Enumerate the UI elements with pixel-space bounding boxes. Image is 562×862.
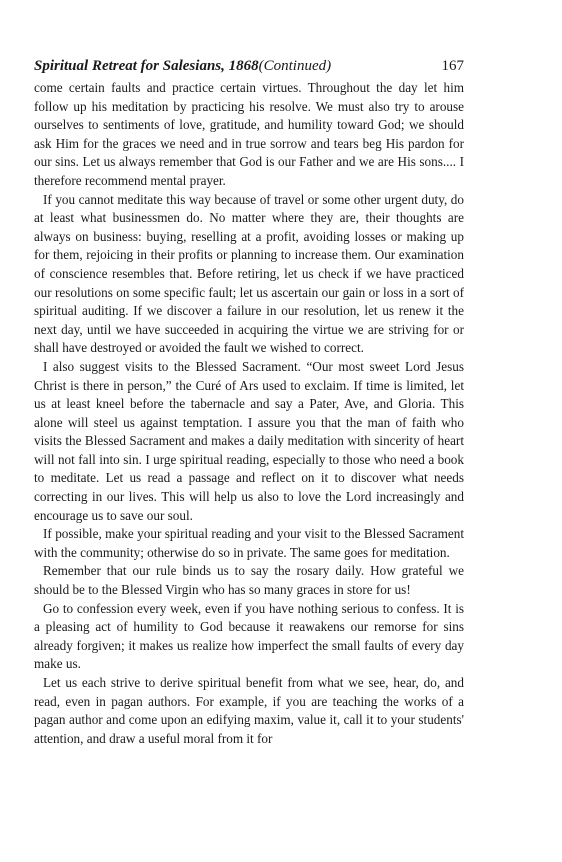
- running-title-text: Spiritual Retreat for Salesians, 1868: [34, 58, 259, 74]
- paragraph: come certain faults and practice certain virtues. Throughout the day let him follow up his meditation by practicing his resolve. We must also try to arouse ourselves to sentiments of love, gratitude, and humility toward God; we should ask Him for the graces we need and in true sorrow and tears beg His pardon for our sins. Let us always remember that God is our Father and we are His sons.... I therefore recommend mental prayer.: [34, 80, 464, 188]
- body-text: [34, 79, 464, 748]
- running-title: [34, 57, 331, 75]
- page-number: 167: [441, 58, 464, 74]
- paragraph: If you cannot meditate this way because of travel or some other urgent duty, do at least what businessmen do. No matter where they are, their thoughts are always on business: buying, reselling at a profit, avoiding losses or making up for them, rejoicing in their profits or planning to increase them. Our examination of conscience resembles that. Before retiring, let us check if we have practiced our resolutions on some specific fault; let us ascertain our gain or loss in a sort of spiritual auditing. If we discover a failure in our resolution, let us renew it the next day, until we have succeeded in acquiring the virtue we are striving for or shall have destroyed or avoided the fault we wished to correct.: [34, 191, 464, 356]
- paragraph: Go to confession every week, even if you have nothing serious to confess. It is a pleasing act of humility to God because it reawakens our remorse for sins already forgiven; it makes us realize how imperfect the small faults of every day make us.: [34, 600, 464, 672]
- paragraph: I also suggest visits to the Blessed Sacrament. “Our most sweet Lord Jesus Christ is there in person,” the Curé of Ars used to exclaim. If time is limited, let us at least kneel before the tabernacle and say a Pater, Ave, and Gloria. This alone will steel us against temptation. I assure you that the man of faith who visits the Blessed Sacrament and makes a daily meditation with sincerity of heart will not fall into sin. I urge spiritual reading, especially to those who need a book to meditate. Let us read a passage and reflect on it to discover what needs correcting in our lives. This will help us also to love the Lord increasingly and encourage us to save our soul.: [34, 358, 464, 523]
- paragraph: If possible, make your spiritual reading and your visit to the Blessed Sacrament with the community; otherwise do so in private. The same goes for meditation.: [34, 526, 464, 560]
- running-header: [34, 57, 464, 75]
- paragraph: Remember that our rule binds us to say the rosary daily. How grateful we should be to the Blessed Virgin who has so many graces in store for us!: [34, 563, 464, 598]
- paragraph: Let us each strive to derive spiritual benefit from what we see, hear, do, and read, even in pagan authors. For example, if you are teaching the works of a pagan author and come upon an edifying maxim, value it, call it to your students' attention, and draw a useful moral from it for: [34, 675, 464, 746]
- running-title-continued: (Continued): [258, 58, 332, 74]
